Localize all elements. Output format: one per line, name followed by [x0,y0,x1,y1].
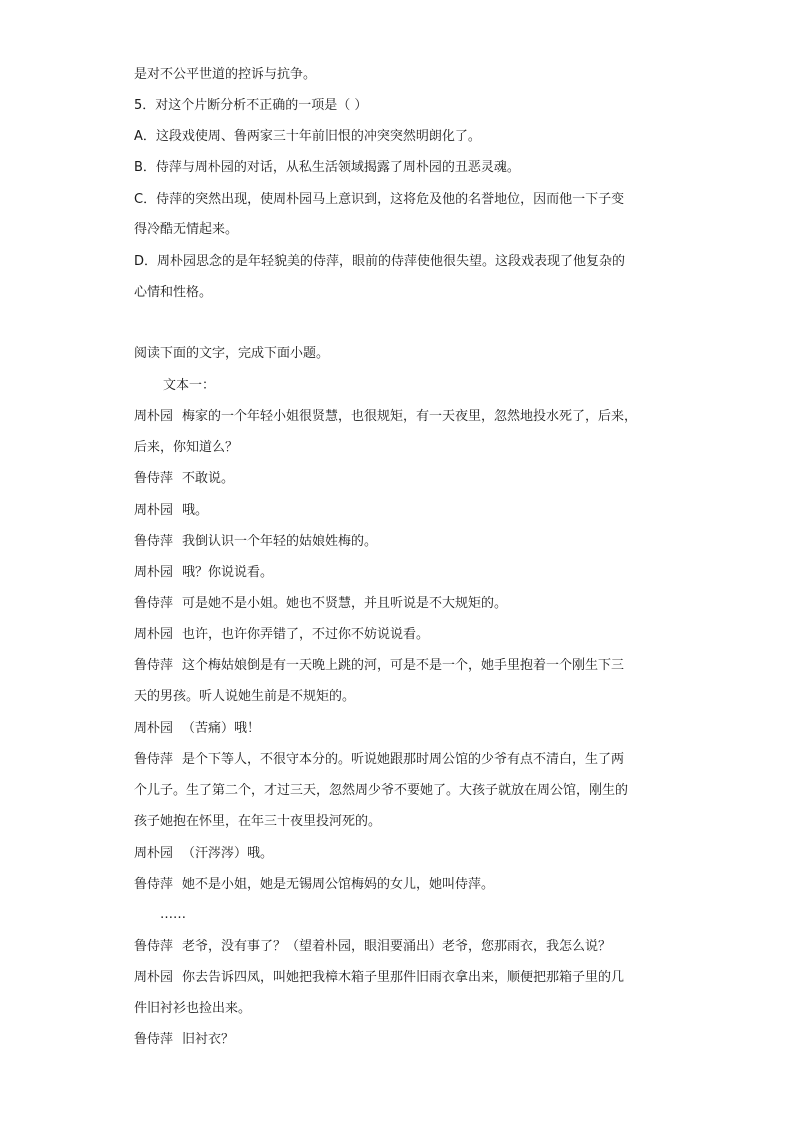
dialogue-line [134,470,234,488]
dialogue-text: 她不是小姐，她是无锡周公馆梅妈的女儿，她叫侍萍。 [182,877,495,892]
dialogue-line [134,408,637,426]
dialogue-text: 梅家的一个年轻小姐很贤慧，也很规矩，有一天夜里，忽然地投水死了，后来， [182,409,638,424]
dialogue-text: 我倒认识一个年轻的姑娘姓梅的。 [182,534,378,549]
dialogue-text: 这个梅姑娘倒是有一天晚上跳的河，可是不是一个，她手里抱着一个刚生下三 [182,658,625,673]
dialogue-text: 旧衬衣？ [182,1032,235,1047]
question-5-stem: 5．对这个片断分析不正确的一项是（ ） [134,98,368,113]
speaker-name: 鲁侍萍 [134,471,174,486]
speaker-name: 周朴园 [134,409,174,424]
text1-label: 文本一： [163,378,216,393]
reading-instruction: 阅读下面的文字，完成下面小题。 [134,346,330,361]
dialogue-line [134,938,611,956]
dialogue-line [134,876,494,894]
option-c-line1: C．侍萍的突然出现，使周朴园马上意识到，这将危及他的名誉地位，因而他一下子变 [134,192,625,207]
dialogue-text: 老爷，没有事了？（望着朴园，眼泪要涌出）老爷，您那雨衣，我怎么说？ [182,939,612,954]
option-d-line2: 心情和性格。 [134,285,213,300]
speaker-name: 周朴园 [134,627,174,642]
speaker-name: 周朴园 [134,503,174,518]
dialogue-line [134,595,507,613]
dialogue-text: 哦？你说说看。 [182,565,274,580]
dialogue-line [134,533,377,551]
dialogue-text: （汗涔涔）哦。 [182,846,274,861]
dialogue-continuation: 孩子她抱在怀里，在年三十夜里投河死的。 [134,814,382,829]
speaker-name: 周朴园 [134,846,174,861]
dialogue-text: 不敢说。 [182,471,235,486]
dialogue-line [134,969,624,987]
speaker-name: 周朴园 [134,970,174,985]
dialogue-text: 可是她不是小姐。她也不贤慧，并且听说是不大规矩的。 [182,596,508,611]
paragraph-tail: 是对不公平世道的控诉与抗争。 [134,67,317,82]
dialogue-continuation: 个儿子。生了第二个，才过三天，忽然周少爷不要她了。大孩子就放在周公馆，刚生的 [134,783,629,798]
dialogue-continuation: 件旧衬衫也捡出来。 [134,1001,252,1016]
dialogue-line [134,1031,234,1049]
dialogue-line [134,657,624,675]
dialogue-line [134,626,429,644]
dialogue-line [134,564,273,582]
dialogue-text: 是个下等人，不很守本分的。听说她跟那时周公馆的少爷有点不清白，生了两 [182,752,625,767]
speaker-name: 鲁侍萍 [134,1032,174,1047]
speaker-name: 鲁侍萍 [134,939,174,954]
speaker-name: 周朴园 [134,721,174,736]
option-b: B．侍萍与周朴园的对话，从私生活领域揭露了周朴园的丑恶灵魂。 [134,160,520,175]
speaker-name: 鲁侍萍 [134,658,174,673]
dialogue-continuation: 天的男孩。听人说她生前是不规矩的。 [134,689,356,704]
speaker-name: 鲁侍萍 [134,596,174,611]
dialogue-line [134,845,273,863]
speaker-name: 周朴园 [134,565,174,580]
speaker-name: 鲁侍萍 [134,534,174,549]
dialogue-line [134,751,624,769]
dialogue-text: （苦痛）哦！ [182,721,261,736]
option-d-line1: D．周朴园思念的是年轻貌美的侍萍，眼前的侍萍使他很失望。这段戏表现了他复杂的 [134,254,626,269]
dialogue-line [134,502,208,520]
speaker-name: 鲁侍萍 [134,752,174,767]
speaker-name: 鲁侍萍 [134,877,174,892]
ellipsis: …… [160,907,186,922]
option-a: A．这段戏使周、鲁两家三十年前旧恨的冲突突然明朗化了。 [134,129,481,144]
option-c-line2: 得冷酷无情起来。 [134,222,239,237]
dialogue-text: 你去告诉四凤，叫她把我樟木箱子里那件旧雨衣拿出来，顺便把那箱子里的几 [182,970,625,985]
dialogue-text: 也许，也许你弄错了，不过你不妨说说看。 [182,627,430,642]
dialogue-text: 哦。 [182,503,209,518]
dialogue-continuation: 后来，你知道么？ [134,440,239,455]
dialogue-line [134,720,260,738]
